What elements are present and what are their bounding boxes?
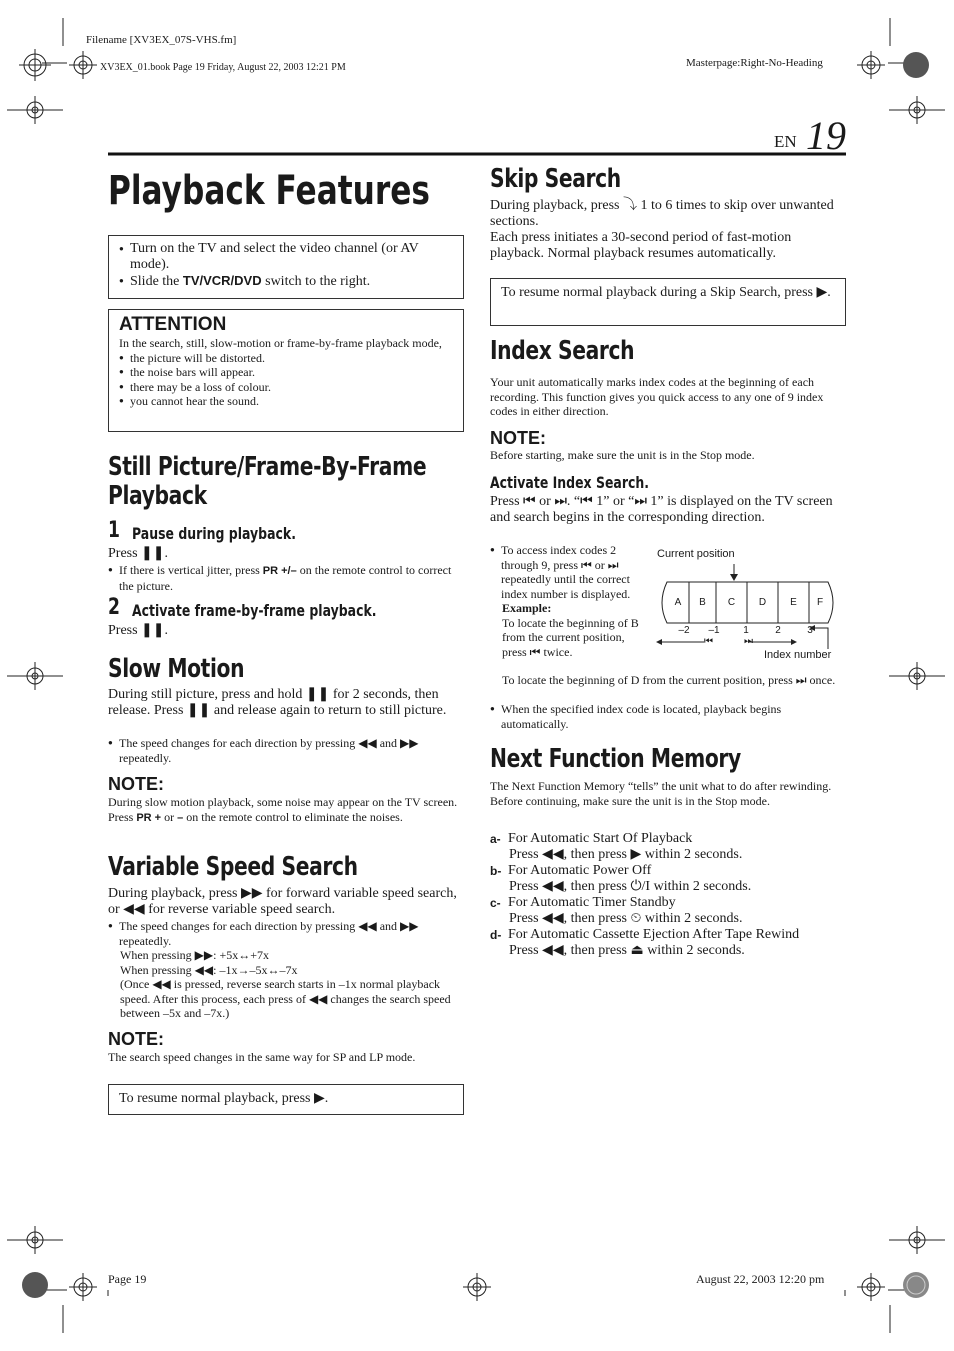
footer-page: Page 19: [108, 1272, 147, 1286]
list-item: b- For Automatic Power Off: [490, 863, 652, 878]
skip-resume-box: [490, 278, 846, 326]
list-item-text: Press ◀◀, then press ⏻/I within 2 seconds.: [509, 879, 752, 894]
index-number: –2: [678, 625, 690, 636]
next-function-list: [490, 831, 846, 959]
slow-motion-bullet: ● The speed changes for each direction by pressing ◀◀ and ▶▶ repeatedly.: [108, 736, 464, 765]
attention-box: [108, 309, 464, 432]
page-title: Playback Features: [108, 168, 430, 214]
index-cell-c: C: [727, 597, 736, 608]
resume-text: To resume normal playback, press ▶.: [119, 1091, 329, 1106]
variable-speed-text: During playback, press ▶▶ for forward variable speed search, or ◀◀ for reverse variable speed search.: [108, 886, 457, 917]
index-search-heading: Index Search: [490, 336, 635, 366]
index-instructions: ● To access index codes 2 through 9, press ⏮ or ⏭ repeatedly until the correct index number is displayed. Example: To locate the beginning of B from the current position, press ⏮ twice.: [490, 543, 650, 659]
masterpage-label: Masterpage:Right-No-Heading: [686, 57, 823, 69]
index-cell-d: D: [758, 597, 767, 608]
index-number: –1: [708, 625, 720, 636]
current-position-label: Current position: [657, 548, 735, 560]
index-cell-f: F: [816, 597, 824, 608]
index-diagram: [652, 545, 848, 665]
list-item: a- For Automatic Start Of Playback: [490, 831, 693, 846]
slow-motion-text: During still picture, press and hold ❚❚ for 2 seconds, then release. Press ❚❚ and release again to return to still picture.: [108, 687, 447, 718]
slow-note-text: During slow motion playback, some noise may appear on the TV screen. Press PR + or – on the remote control to eliminate the noises.: [108, 795, 458, 824]
index-number: 3: [807, 625, 813, 636]
page-number: 19: [806, 113, 846, 158]
step-1-text: Press ❚❚.: [108, 546, 169, 561]
variable-speed-heading: Variable Speed Search: [108, 852, 358, 882]
intro-box: [108, 235, 464, 299]
intro-item-2: ● Slide the TV/VCR/DVD switch to the right.: [119, 273, 453, 290]
step-2-number: 2: [108, 595, 120, 620]
index-example-2: To locate the beginning of D from the current position, press ⏭ once.: [502, 673, 836, 687]
skip-back-icon: ⏮: [704, 636, 712, 647]
step-1-note: ● If there is vertical jitter, press PR +/– on the remote control to correct the picture.: [108, 563, 464, 593]
slow-motion-heading: Slow Motion: [108, 654, 245, 684]
index-bullet-2: ● When the specified index code is located, playback begins automatically.: [490, 702, 846, 731]
attention-item: ● there may be a loss of colour.: [119, 380, 453, 395]
list-item-text: Press ◀◀, then press ▶ within 2 seconds.: [509, 847, 743, 862]
attention-intro: In the search, still, slow-motion or frame-by-frame playback mode,: [119, 336, 442, 350]
skip-resume-text: To resume normal playback during a Skip Search, press ▶.: [501, 285, 831, 300]
attention-item: ● you cannot hear the sound.: [119, 394, 453, 409]
attention-heading: ATTENTION: [119, 314, 227, 335]
index-number: 1: [743, 625, 749, 636]
step-2-text: Press ❚❚.: [108, 623, 169, 638]
book-info: XV3EX_01.book Page 19 Friday, August 22, 2003 12:21 PM: [100, 62, 346, 73]
activate-index-heading: Activate Index Search.: [490, 473, 650, 492]
skip-search-text-1: During playback, press ⤵ 1 to 6 times to skip over unwanted sections.: [490, 198, 834, 229]
next-function-text: The Next Function Memory “tells” the unit what to do after rewinding. Before continuing, make sure the unit is in the Stop mode.: [490, 779, 832, 808]
attention-item: ● the noise bars will appear.: [119, 365, 453, 380]
index-number: 2: [775, 625, 781, 636]
index-note-heading: NOTE:: [490, 428, 546, 448]
index-note-text: Before starting, make sure the unit is in the Stop mode.: [490, 448, 755, 462]
index-cell-a: A: [674, 597, 682, 608]
resume-box: [108, 1084, 464, 1115]
step-1-title: Pause during playback.: [132, 524, 296, 543]
index-number-label: Index number: [764, 649, 832, 661]
slow-note-heading: NOTE:: [108, 774, 164, 794]
skip-search-text-2: Each press initiates a 30-second period of fast-motion playback. Normal playback resumes automatically.: [490, 230, 792, 261]
intro-item-1: ● Turn on the TV and select the video channel (or AV mode).: [119, 241, 453, 273]
index-cell-b: B: [699, 597, 706, 608]
attention-item: ● the picture will be distorted.: [119, 351, 453, 366]
variable-note-text: The search speed changes in the same way for SP and LP mode.: [108, 1050, 416, 1064]
language-code: EN: [774, 132, 797, 151]
step-2-title: Activate frame-by-frame playback.: [132, 601, 377, 620]
list-item: d- For Automatic Cassette Ejection After Tape Rewind: [490, 927, 800, 942]
step-1-number: 1: [108, 518, 120, 543]
still-heading: Still Picture/Frame-By-Frame Playback: [108, 452, 427, 511]
list-item-text: Press ◀◀, then press ⏲ within 2 seconds.: [509, 911, 743, 926]
activate-index-text: Press ⏮ or ⏭. “⏮ 1” or “⏭ 1” is displayed on the TV screen and search begins in the corresponding direction.: [490, 494, 833, 525]
footer-date: August 22, 2003 12:20 pm: [696, 1272, 825, 1286]
filename-label: Filename [XV3EX_07S-VHS.fm]: [86, 34, 237, 46]
skip-search-heading: Skip Search: [490, 164, 621, 194]
skip-forward-icon: ⏭: [744, 636, 752, 647]
variable-note-heading: NOTE:: [108, 1029, 164, 1049]
list-item-text: Press ◀◀, then press ⏏ within 2 seconds.: [509, 943, 745, 958]
next-function-heading: Next Function Memory: [490, 744, 741, 774]
variable-speed-details: ● The speed changes for each direction by pressing ◀◀ and ▶▶ repeatedly. When pressing ▶▶: +5x↔+7x When pressing ◀◀: –1x→–5x↔–7x (Once ◀◀ is pressed, reverse search starts in –1x normal playback speed. After this process, each press of ◀◀ changes the search speed between –5x and –7x.): [108, 919, 464, 1021]
list-item: c- For Automatic Timer Standby: [490, 895, 676, 910]
index-cell-e: E: [790, 597, 797, 608]
index-search-text: Your unit automatically marks index codes at the beginning of each recording. This function gives you quick access to any one of 9 index codes in either direction.: [490, 375, 824, 418]
